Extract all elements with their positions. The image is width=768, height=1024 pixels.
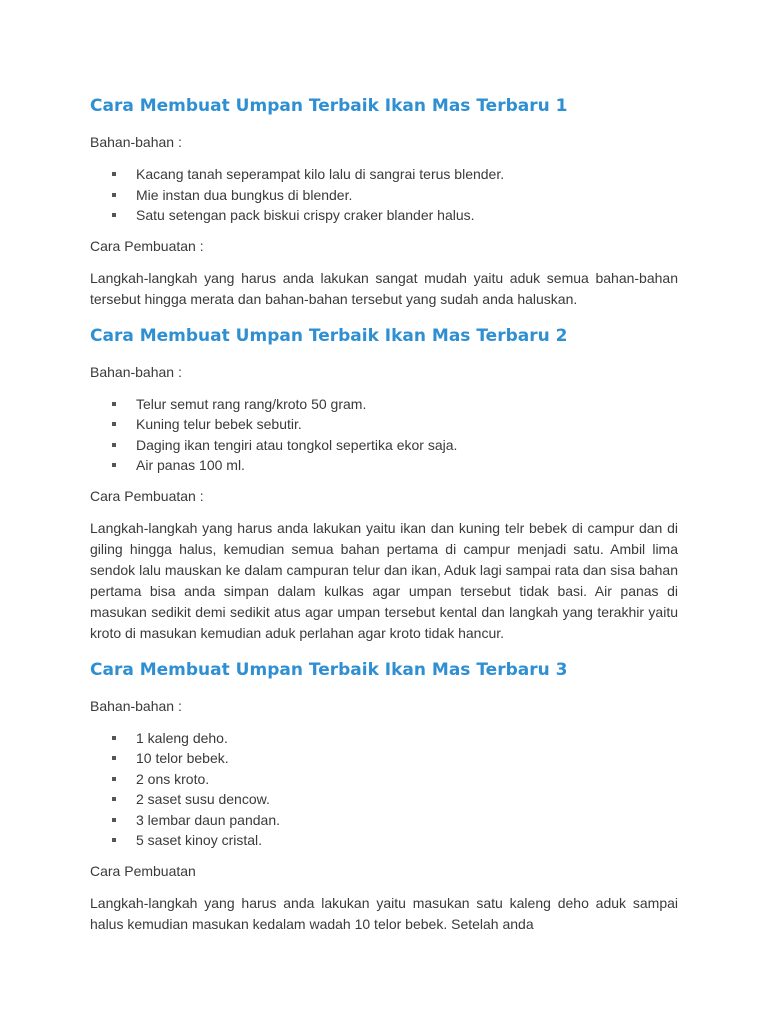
ingredient-text: 10 telor bebek. <box>136 750 229 766</box>
bullet-icon <box>112 172 116 176</box>
list-item <box>112 789 678 810</box>
ingredients-label: Bahan-bahan : <box>90 363 182 380</box>
list-item <box>112 205 678 226</box>
ingredient-text: 2 saset susu dencow. <box>136 791 270 807</box>
method-label: Cara Pembuatan : <box>90 237 204 254</box>
recipe-section-1 <box>90 94 678 310</box>
list-item <box>112 769 678 790</box>
method-paragraph: Langkah-langkah yang harus anda lakukan yaitu ikan dan kuning telr bebek di campur dan di giling hingga halus, kemudian semua bahan pertama di campur menjadi satu. Ambil lima sendok lalu mauskan ke dalam campuran telur dan ikan, Aduk lagi sampai rata dan sisa bahan pertama bisa anda simpan dalam kulkas agar umpan tersebut tidak basi. Air panas di masukan sedikit demi sedikit atus agar umpan tersebut kental dan langkah yang terakhir yaitu kroto di masukan kemudian aduk perlahan agar kroto tidak hancur. <box>90 519 678 641</box>
bullet-icon <box>112 402 116 406</box>
ingredient-text: Telur semut rang rang/kroto 50 gram. <box>136 395 367 412</box>
section-title: Cara Membuat Umpan Terbaik Ikan Mas Terbaru 3 <box>90 659 568 680</box>
list-item <box>112 414 678 435</box>
method-paragraph: Langkah-langkah yang harus anda lakukan yaitu masukan satu kaleng deho aduk sampai halus kemudian masukan kedalam wadah 10 telor bebek. Setelah anda <box>90 894 678 932</box>
ingredients-list <box>90 394 678 476</box>
list-item <box>112 185 678 206</box>
list-item <box>112 394 678 415</box>
bullet-icon <box>112 777 116 781</box>
ingredients-list <box>90 728 678 851</box>
bullet-icon <box>112 818 116 822</box>
ingredient-text: Daging ikan tengiri atau tongkol sepertika ekor saja. <box>136 436 458 453</box>
ingredient-text: Kuning telur bebek sebutir. <box>136 416 302 432</box>
ingredient-text: Air panas 100 ml. <box>136 457 245 473</box>
section-title: Cara Membuat Umpan Terbaik Ikan Mas Terbaru 1 <box>90 96 568 116</box>
ingredient-text: 5 saset kinoy cristal. <box>136 832 263 848</box>
recipe-section-2 <box>90 324 678 644</box>
ingredients-list <box>90 164 678 226</box>
bullet-icon <box>112 838 116 842</box>
ingredients-label: Bahan-bahan : <box>90 134 182 150</box>
bullet-icon <box>112 422 116 426</box>
section-title: Cara Membuat Umpan Terbaik Ikan Mas Terbaru 2 <box>90 325 568 346</box>
list-item <box>112 435 678 456</box>
list-item <box>112 455 678 476</box>
bullet-icon <box>112 736 116 740</box>
ingredients-label: Bahan-bahan : <box>90 697 182 714</box>
method-label: Cara Pembuatan : <box>90 487 204 504</box>
list-item <box>112 164 678 185</box>
ingredient-text: 1 kaleng deho. <box>136 729 228 746</box>
method-paragraph: Langkah-langkah yang harus anda lakukan sangat mudah yaitu aduk semua bahan-bahan tersebut hingga merata dan bahan-bahan tersebut yang sudah anda haluskan. <box>90 269 678 307</box>
bullet-icon <box>112 463 116 467</box>
method-label: Cara Pembuatan <box>90 862 196 879</box>
bullet-icon <box>112 797 116 801</box>
ingredient-text: Kacang tanah seperampat kilo lalu di sangrai terus blender. <box>136 166 505 182</box>
list-item <box>112 810 678 831</box>
bullet-icon <box>112 213 116 217</box>
list-item <box>112 748 678 769</box>
bullet-icon <box>112 443 116 447</box>
ingredient-text: Satu setengan pack biskui crispy craker blander halus. <box>136 207 475 223</box>
ingredient-text: 3 lembar daun pandan. <box>136 811 280 828</box>
bullet-icon <box>112 193 116 197</box>
bullet-icon <box>112 756 116 760</box>
ingredient-text: Mie instan dua bungkus di blender. <box>136 186 353 203</box>
list-item <box>112 830 678 851</box>
list-item <box>112 728 678 749</box>
ingredient-text: 2 ons kroto. <box>136 770 210 787</box>
recipe-section-3 <box>90 658 678 935</box>
